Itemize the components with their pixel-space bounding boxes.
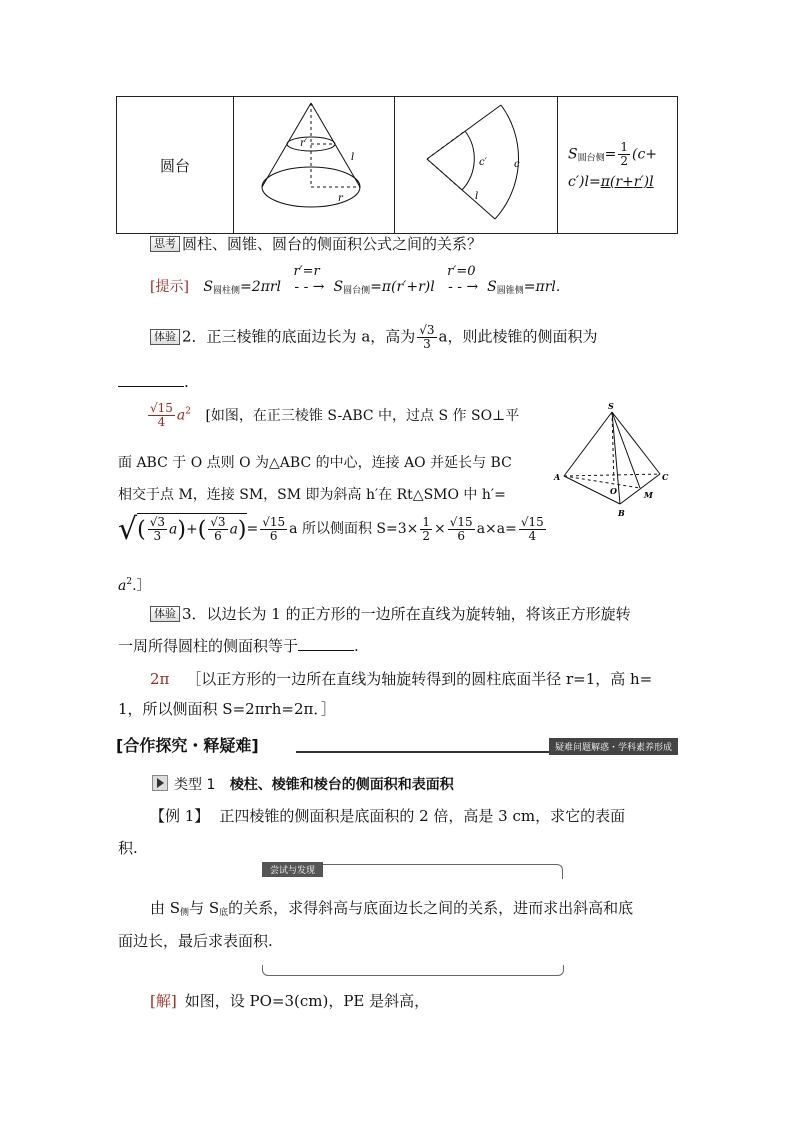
section-header — [116, 733, 678, 757]
frustum-figure — [234, 97, 394, 229]
section-badge: 疑难问题解惑・学科素养形成 — [549, 738, 678, 755]
arrow-2: r′=0 - - → — [447, 264, 479, 295]
think-hint: [提示] $S_{圆柱侧}=2\pi rl$ r′=r - - → $S_{圆台侧}=\pi(r'+r)l$ r′=0 - - → $S_{圆锥侧}=\pi rl$. — [150, 264, 561, 296]
exp3-question-line-1: 体验 3．以边长为 1 的正方形的一边所在直线为旋转轴，将该正方形旋转 — [150, 603, 631, 624]
type1-label: 类型 1 — [174, 777, 216, 793]
exp3-solution-line-2: 1，所以侧面积 S=2πrh=2π．］ — [118, 700, 336, 718]
solid-name: 圆台 — [159, 156, 190, 175]
exp2-solution-line-5: $a^2.]$ — [118, 577, 151, 594]
exp2-tag: 体验 — [150, 329, 180, 345]
exp2-solution-line-2: 面 ABC 于 O 点则 O 为△ABC 的中心，连接 AO 并延长与 BC — [118, 455, 512, 471]
arrow-1: r′=r - - → — [293, 264, 325, 295]
fig2-label-cprime: c′ — [479, 157, 487, 168]
solution-label: [解] — [150, 992, 177, 1010]
solid-table — [116, 96, 678, 234]
think-question: 思考 圆柱、圆锥、圆台的侧面积公式之间的关系？ — [150, 233, 482, 254]
fig2-label-c: c — [514, 159, 520, 170]
exp2-question: 体验 2．正三棱锥的底面边长为 a，高为 $\frac{√3}{3}$ a，则此棱锥的侧面积为 — [150, 324, 598, 351]
example1-label: 【例 1】 — [150, 807, 210, 825]
try-box-line-1: 由 $S_侧$与 $S_底$的关系，求得斜高与底面边长之间的关系，进而求出斜高和底 — [150, 899, 634, 918]
exp3-solution-line-1: 2π ［以正方形的一边所在直线为轴旋转得到的圆柱底面半径 r=1，高 h= — [150, 670, 653, 688]
formula-line-2: c′)l=π(r+r′)l — [568, 173, 654, 190]
exp3-question-line-2: 一周所得圆柱的侧面积等于 . — [118, 637, 359, 655]
pyr-label-a: A — [554, 472, 561, 482]
fig1-label-r: r — [338, 193, 343, 204]
fig2-label-l: l — [475, 191, 479, 202]
table-row-frustum — [117, 97, 678, 234]
type1-title: 棱柱、棱锥和棱台的侧面积和表面积 — [229, 777, 454, 793]
annular-sector-figure — [395, 97, 557, 229]
formula-line-1: $S_{圆台侧}=$ $\frac{1}{2}$ (c+ — [568, 139, 658, 168]
think-tag: 思考 — [150, 236, 180, 252]
example1-line-2: 积. — [118, 839, 138, 857]
fig1-label-rprime: r′ — [300, 138, 308, 149]
type1-heading — [152, 774, 454, 794]
exp2-answer: $\frac{√15}{4}$ $a^2$ [如图，在正三棱锥 S-ABC 中，过点 S 作 SO⊥平 — [150, 401, 520, 429]
try-box-title: 尝试与发现 — [262, 862, 323, 877]
pyr-label-c: C — [662, 472, 669, 482]
example1-line-1: 【例 1】 正四棱锥的侧面积是底面积的 2 倍，高是 3 cm，求它的表面 — [150, 807, 626, 825]
frustum-figure-cell — [234, 97, 395, 234]
pyr-label-s: S — [608, 401, 614, 411]
solid-name-cell — [117, 97, 234, 234]
try-box — [262, 864, 562, 976]
formula-cell — [558, 97, 678, 234]
sector-figure-cell — [395, 97, 558, 234]
formula-fraction: $\frac{1}{2}$ — [620, 139, 628, 168]
exp3-tag: 体验 — [150, 606, 180, 622]
pyr-label-b: B — [618, 508, 625, 518]
exp3-answer: 2π — [150, 670, 170, 688]
pyr-label-m: M — [644, 490, 653, 500]
exp2-solution-line-4: √( $\frac{√3}{3}$ a)+( $\frac{√3}{6}$ a)= $\frac{√15}{6}$ a 所以侧面积 S=3× $\frac{1}{2}$ × $\frac{√15}{6}$ a×a= $\frac{√15}{4}$ — [118, 512, 544, 547]
play-triangle-icon — [152, 775, 168, 791]
solution-line: [解] 如图，设 PO=3(cm)，PE 是斜高， — [150, 992, 430, 1010]
pyramid-figure — [548, 400, 678, 520]
exp2-blank: . — [118, 373, 189, 391]
exp2-solution-line-1: [如图，在正三棱锥 S-ABC 中，过点 S 作 SO⊥平 — [205, 407, 520, 424]
fig1-label-l: l — [351, 152, 355, 163]
pyr-label-o: O — [610, 486, 617, 496]
try-box-line-2: 面边长，最后求表面积. — [118, 932, 273, 950]
section-title: [合作探究・释疑难] — [116, 736, 259, 755]
hint-label: [提示] — [150, 279, 189, 295]
exp2-solution-line-3: 相交于点 M，连接 SM，SM 即为斜高 h′在 Rt△SMO 中 h′= — [118, 487, 506, 503]
